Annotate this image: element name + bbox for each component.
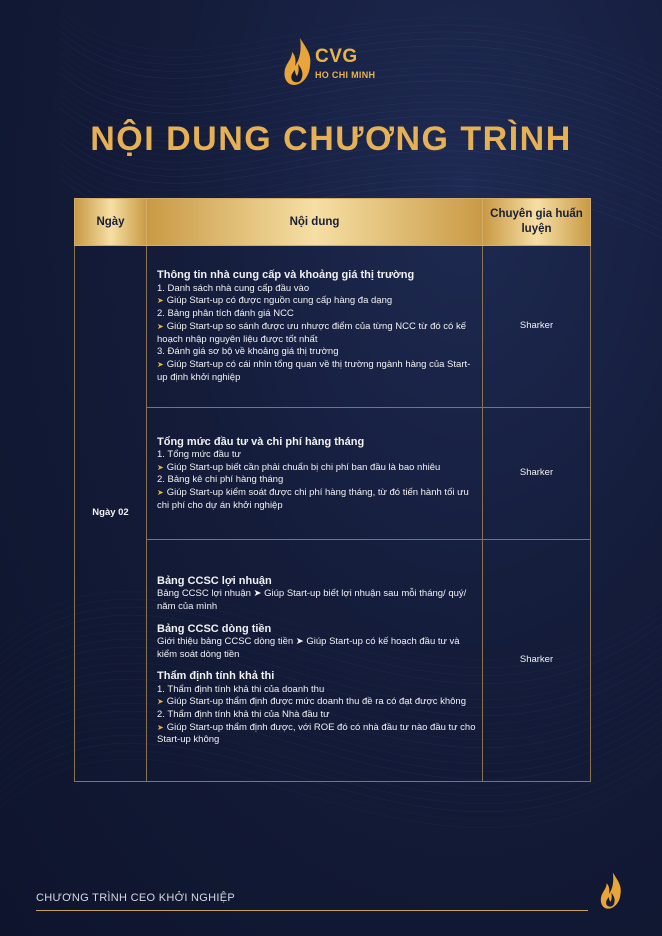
content-line xyxy=(157,709,476,722)
content-line xyxy=(157,588,476,613)
content-line xyxy=(157,722,476,747)
content-line-text: 2. Bảng kê chi phí hàng tháng xyxy=(157,474,284,486)
section-title: Tổng mức đầu tư và chi phí hàng tháng xyxy=(157,435,365,448)
trainer-cell: Sharker xyxy=(483,246,591,408)
content-line xyxy=(157,308,476,321)
content-line xyxy=(157,696,476,709)
footer-divider xyxy=(36,910,588,911)
trainer-cell: Sharker xyxy=(483,540,591,782)
section-title: Thông tin nhà cung cấp và khoảng giá thị trường xyxy=(157,269,415,282)
content-line xyxy=(157,474,476,487)
trainer-cell: Sharker xyxy=(483,408,591,540)
content-line-text: Bảng CCSC lợi nhuận ➤ Giúp Start-up biết lợi nhuận sau mỗi tháng/ quý/ năm của mình xyxy=(157,588,467,612)
content-cell xyxy=(147,540,483,782)
content-line xyxy=(157,295,476,308)
table-row xyxy=(75,540,591,782)
content-line xyxy=(157,684,476,697)
content-line-text: Giúp Start-up có được nguồn cung cấp hàng đa dạng xyxy=(166,295,393,307)
content-line-text: 2. Thẩm định tính khả thi của Nhà đầu tư xyxy=(157,709,330,721)
content-line xyxy=(157,321,476,346)
content-line-text: Giúp Start-up biết cần phải chuẩn bị chi phí ban đầu là bao nhiêu xyxy=(166,461,441,473)
arrow-bullet-icon: ➤ xyxy=(157,462,164,472)
arrow-bullet-icon: ➤ xyxy=(157,321,164,331)
flame-icon xyxy=(282,36,316,88)
page-title: NỘI DUNG CHƯƠNG TRÌNH xyxy=(90,120,572,158)
brand-logo xyxy=(282,36,392,96)
content-line-text: 1. Tổng mức đầu tư xyxy=(157,448,241,460)
content-line xyxy=(157,636,476,661)
content-line-text: 3. Đánh giá sơ bộ về khoảng giá thị trường xyxy=(157,346,339,358)
content-line-text: Giúp Start-up thẩm định được mức doanh thu đề ra có đạt được không xyxy=(166,696,466,708)
content-line-text: Giúp Start-up thẩm định được, với ROE đó có nhà đầu tư nào đầu tư cho Start-up không xyxy=(157,721,476,746)
content-cell xyxy=(147,246,483,408)
content-line xyxy=(157,462,476,475)
brand-city: HO CHI MINH xyxy=(315,70,376,80)
arrow-bullet-icon: ➤ xyxy=(157,360,164,370)
table-row xyxy=(75,408,591,540)
header-content: Nội dung xyxy=(147,199,483,246)
content-line-text: 1. Danh sách nhà cung cấp đầu vào xyxy=(157,282,310,294)
content-line xyxy=(157,487,476,512)
content-line-text: 2. Bảng phân tích đánh giá NCC xyxy=(157,308,294,320)
footer-program-name: CHƯƠNG TRÌNH CEO KHỞI NGHIỆP xyxy=(36,892,236,904)
arrow-bullet-icon: ➤ xyxy=(157,296,164,306)
content-cell xyxy=(147,408,483,540)
day-cell: Ngày 02 xyxy=(75,246,147,782)
footer-flame-icon xyxy=(598,871,626,911)
arrow-bullet-icon: ➤ xyxy=(157,697,164,707)
brand-name: CVG xyxy=(315,46,358,67)
content-line-text: Giúp Start-up so sánh được ưu nhược điểm của từng NCC từ đó có kế hoạch nhập nguyên liệu được tốt nhất xyxy=(157,320,467,345)
content-line xyxy=(157,283,476,296)
content-line-text: Giúp Start-up có cái nhìn tổng quan về thị trường ngành hàng của Start-up định khởi nghiệp xyxy=(157,359,471,383)
content-line-text: 1. Thẩm định tính khả thi của doanh thu xyxy=(157,683,325,695)
arrow-bullet-icon: ➤ xyxy=(157,722,164,732)
content-line-text: Giới thiệu bảng CCSC dòng tiền ➤ Giúp Start-up có kế hoạch đầu tư và kiểm soát dòng tiền xyxy=(157,635,460,660)
program-table xyxy=(74,198,591,782)
content-line xyxy=(157,449,476,462)
section-title: Bảng CCSC dòng tiền xyxy=(157,622,272,635)
section-title: Bảng CCSC lợi nhuận xyxy=(157,574,272,587)
table-row xyxy=(75,246,591,408)
section-title: Thẩm định tính khả thi xyxy=(157,670,275,683)
content-line-text: Giúp Start-up kiểm soát được chi phí hàng tháng, từ đó tiến hành tối ưu chi phí cho dự án khởi nghiệp xyxy=(157,487,469,511)
arrow-bullet-icon: ➤ xyxy=(157,488,164,497)
content-line xyxy=(157,346,476,359)
header-trainer: Chuyên gia huấn luyện xyxy=(483,199,591,246)
table-header-row xyxy=(75,199,591,246)
content-line xyxy=(157,359,476,384)
header-day: Ngày xyxy=(75,199,147,246)
